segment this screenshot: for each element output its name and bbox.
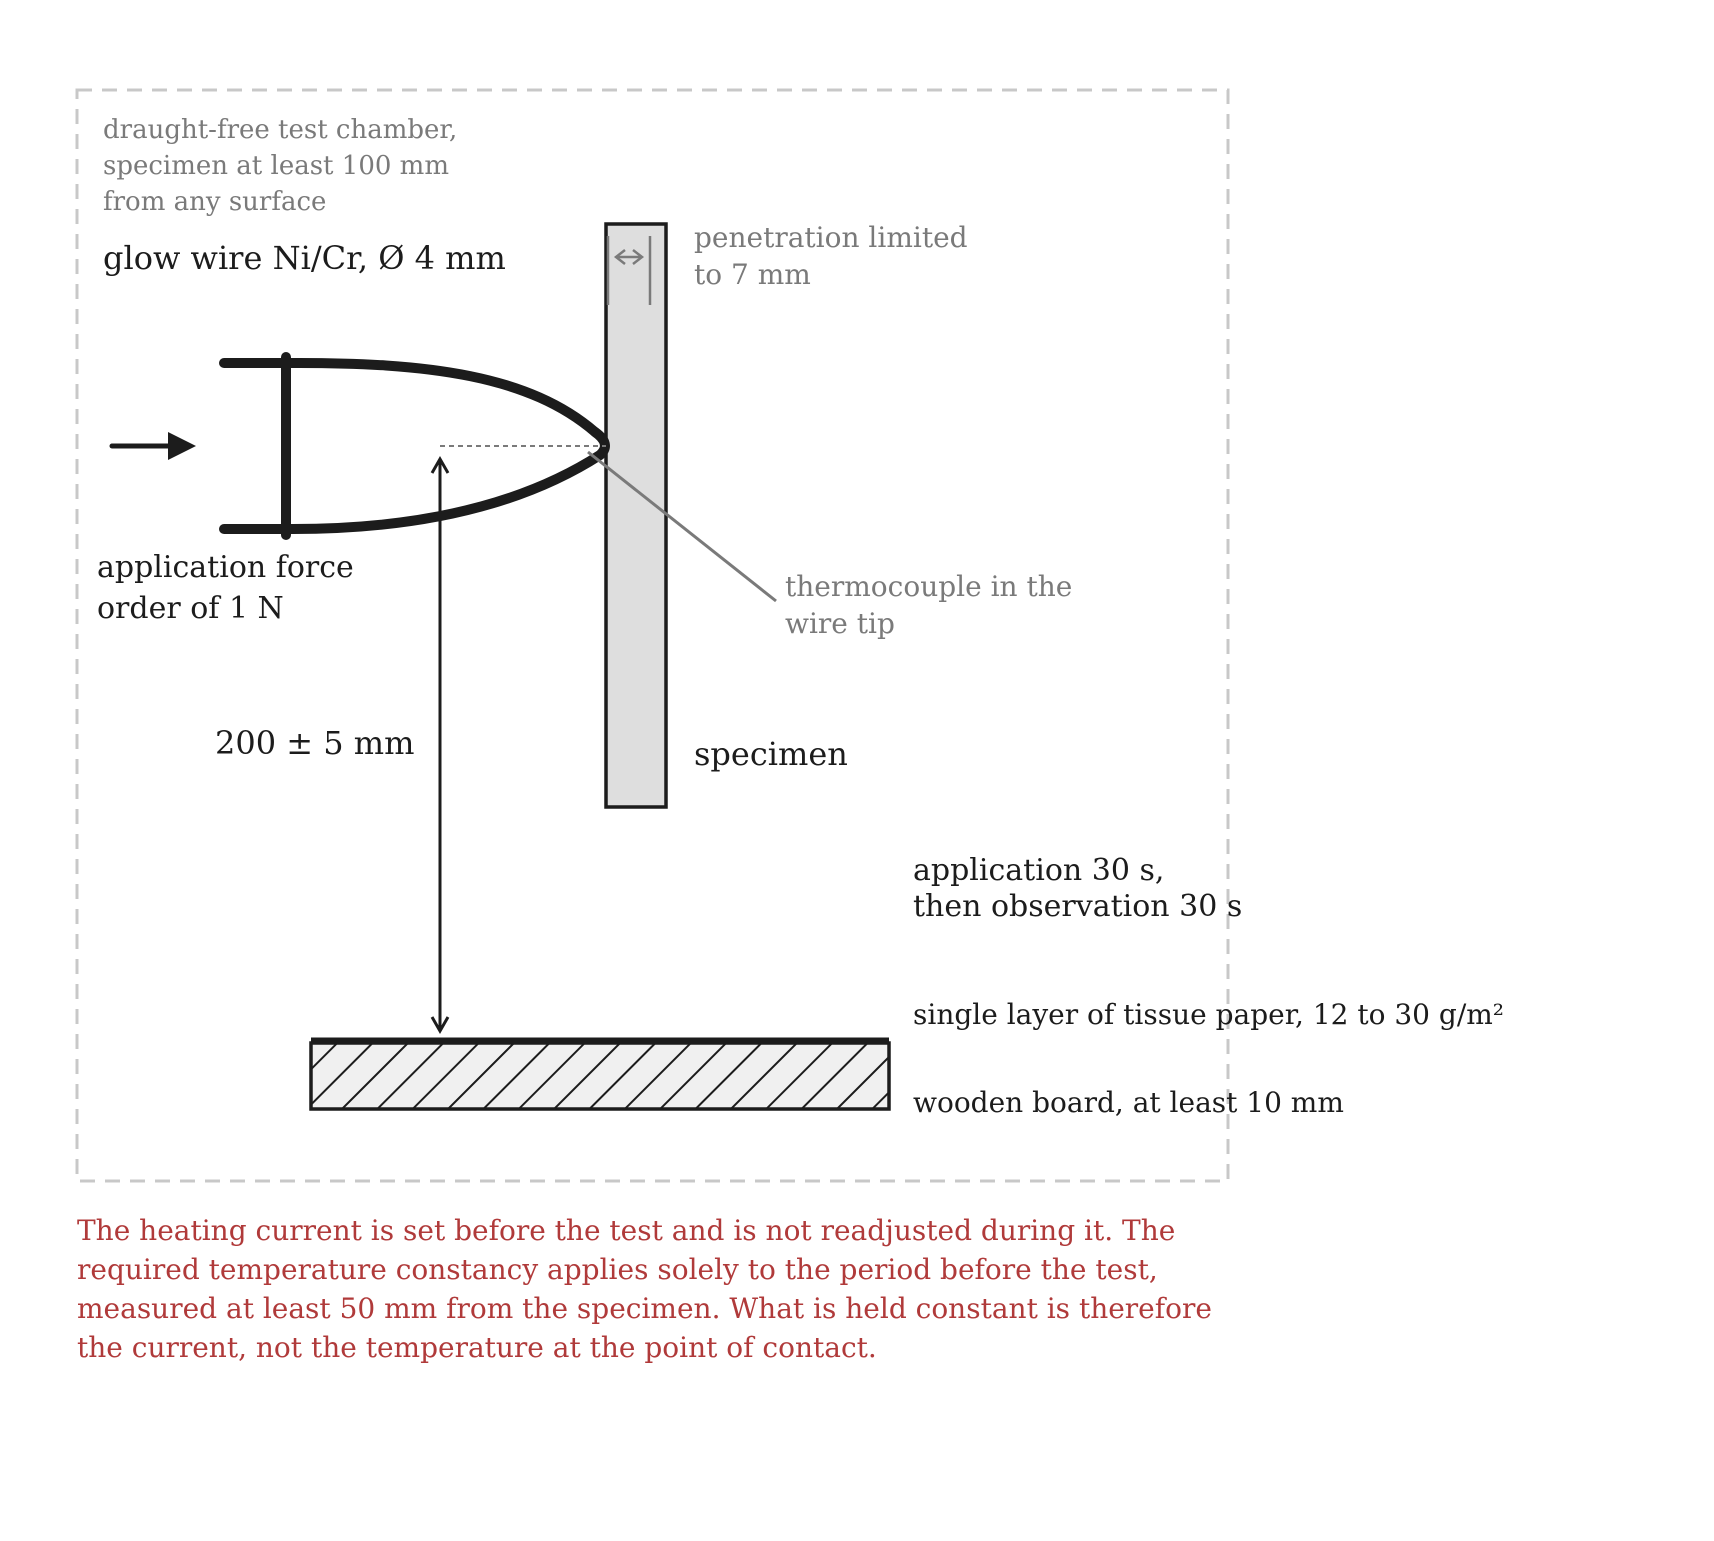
distance-label: 200 ± 5 mm [215, 724, 415, 762]
force-arrow [112, 432, 196, 460]
glow-wire-label: glow wire Ni/Cr, Ø 4 mm [103, 239, 506, 277]
chamber-note: draught-free test chamber, specimen at least 100 mm from any surface [103, 115, 458, 217]
tissue-paper-label: single layer of tissue paper, 12 to 30 g/m² [913, 998, 1505, 1031]
distance-dimension [432, 459, 448, 1031]
glow-wire-loop [224, 357, 605, 535]
timing-label: application 30 s, then observation 30 s [913, 853, 1243, 924]
explanatory-note: The heating current is set before the test and is not readjusted during it. The required temperature constancy applies solely to the period before the test, measured at least 50 mm from the specimen. What is held constant is therefore the current, not the temperature at the point of contact. [77, 1214, 1212, 1364]
specimen-plate [606, 224, 666, 807]
wooden-board [311, 1043, 889, 1109]
wooden-board-label: wooden board, at least 10 mm [913, 1086, 1344, 1119]
force-label: application force order of 1 N [97, 550, 354, 626]
penetration-label: penetration limited to 7 mm [694, 221, 968, 291]
specimen-label: specimen [694, 735, 848, 773]
thermocouple-label: thermocouple in the wire tip [785, 570, 1073, 640]
